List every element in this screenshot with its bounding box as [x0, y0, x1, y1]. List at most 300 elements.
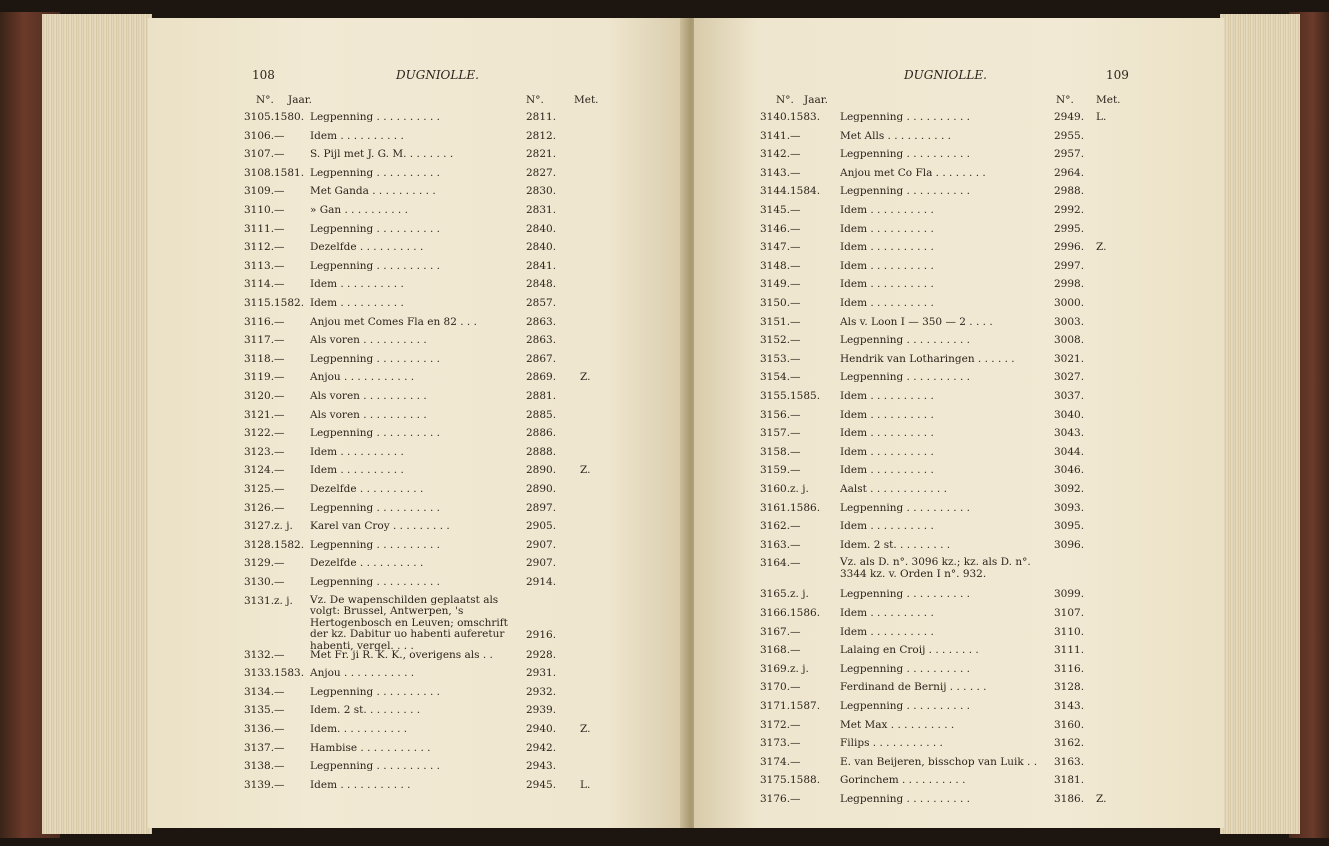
entry-description: Hendrik van Lotharingen . . . . . .	[840, 352, 1015, 365]
entry-number: 3108.	[244, 166, 275, 179]
entry-reference: 2998.	[1054, 278, 1085, 291]
entry-reference: 2949.	[1054, 111, 1085, 123]
entry-description: Filips . . . . . . . . . . .	[840, 737, 943, 750]
entry-year: —	[274, 241, 285, 254]
entry-number: 3173.	[760, 737, 791, 750]
entry-year: —	[790, 259, 801, 272]
entry-description: Legpenning . . . . . . . . . .	[840, 662, 970, 675]
entry-description: Als voren . . . . . . . . . .	[310, 390, 427, 402]
entry-year: —	[790, 222, 801, 235]
entry-description: Met Max . . . . . . . . . .	[840, 718, 955, 731]
page-number: 108	[252, 68, 275, 82]
entry-year: —	[274, 648, 285, 661]
entry-description: Legpenning . . . . . . . . . .	[310, 685, 440, 698]
entry-description: Legpenning . . . . . . . . . .	[840, 334, 970, 347]
entry-number: 3161.	[760, 501, 791, 514]
entry-number: 3137.	[244, 741, 275, 754]
entry-year: 1585.	[790, 390, 821, 402]
entry-number: 3163.	[760, 538, 791, 551]
entry-description: Legpenning . . . . . . . . . .	[310, 576, 440, 588]
entry-year: —	[790, 371, 801, 384]
entry-year: —	[790, 755, 801, 768]
entry-number: 3168.	[760, 644, 791, 657]
running-head: DUGNIOLLE.	[396, 68, 479, 82]
entry-year: —	[790, 445, 801, 458]
entry-reference: 3021.	[1054, 352, 1085, 365]
entry-description: Idem . . . . . . . . . .	[840, 464, 934, 477]
entry-year: —	[790, 129, 801, 142]
entry-description: Als v. Loon I — 350 — 2 . . . .	[840, 315, 993, 328]
entry-reference: 3092.	[1054, 483, 1085, 495]
entry-description: Anjou . . . . . . . . . . .	[310, 667, 415, 680]
entry-reference: 2931.	[526, 667, 557, 680]
entry-description: Legpenning . . . . . . . . . .	[310, 538, 440, 551]
entry-number: 3149.	[760, 278, 791, 291]
entry-reference: 2863.	[526, 334, 557, 347]
entry-number: 3114.	[244, 278, 275, 291]
entry-year: —	[790, 464, 801, 477]
entry-description: Dezelfde . . . . . . . . . .	[310, 241, 424, 254]
entry-reference: 2907.	[526, 538, 557, 551]
entry-year: —	[790, 644, 801, 657]
entry-description: Legpenning . . . . . . . . . .	[310, 427, 440, 440]
entry-year: 1581.	[274, 166, 305, 179]
entry-description: Aalst . . . . . . . . . . . .	[840, 483, 947, 495]
entry-reference: 3181.	[1054, 774, 1085, 787]
entry-number: 3164.	[760, 557, 791, 570]
entry-description: Dezelfde . . . . . . . . . .	[310, 483, 424, 495]
entry-year: —	[274, 464, 285, 477]
entry-year: —	[274, 185, 285, 198]
entry-number: 3120.	[244, 390, 275, 402]
entry-description: Idem . . . . . . . . . .	[840, 625, 934, 638]
entry-number: 3172.	[760, 718, 791, 731]
entry-year: —	[274, 129, 285, 142]
entry-year: —	[274, 278, 285, 291]
entry-reference: 3186.	[1054, 793, 1085, 805]
entry-description: Legpenning . . . . . . . . . .	[840, 111, 970, 123]
entry-year: —	[274, 222, 285, 235]
entry-year: 1586.	[790, 501, 821, 514]
entry-reference: 2928.	[526, 648, 557, 661]
entry-reference: 3128.	[1054, 681, 1085, 694]
entry-reference: 2905.	[526, 520, 557, 533]
entry-year: —	[274, 557, 285, 570]
entry-number: 3145.	[760, 204, 791, 216]
entry-reference: 2890.	[526, 464, 557, 477]
entry-reference: 2863.	[526, 315, 557, 328]
entry-description: Idem. 2 st. . . . . . . . .	[310, 704, 421, 717]
entry-metal: Z.	[1096, 241, 1107, 254]
entry-metal: Z.	[580, 464, 591, 477]
entry-number: 3132.	[244, 648, 275, 661]
entry-year: 1587.	[790, 700, 821, 712]
entry-reference: 2943.	[526, 760, 557, 773]
entry-number: 3167.	[760, 625, 791, 638]
entry-year: z. j.	[790, 588, 809, 601]
entry-number: 3148.	[760, 259, 791, 272]
entry-year: —	[790, 625, 801, 638]
entry-description: Idem. . . . . . . . . . .	[310, 723, 408, 735]
entry-description: S. Pijl met J. G. M. . . . . . . .	[310, 148, 454, 161]
entry-number: 3109.	[244, 185, 275, 198]
entry-description: » Gan . . . . . . . . . .	[310, 204, 408, 216]
entry-year: —	[274, 315, 285, 328]
entry-year: 1580.	[274, 111, 305, 123]
column-header-year: Jaar.	[288, 94, 312, 106]
entry-number: 3174.	[760, 755, 791, 768]
entry-description: Legpenning . . . . . . . . . .	[840, 501, 970, 514]
entry-description: Gorinchem . . . . . . . . . .	[840, 774, 966, 787]
entry-year: —	[790, 166, 801, 179]
entry-year: —	[274, 259, 285, 272]
entry-description: Hambise . . . . . . . . . . .	[310, 741, 431, 754]
entry-number: 3134.	[244, 685, 275, 698]
entry-description: Met Alls . . . . . . . . . .	[840, 129, 951, 142]
entry-year: —	[790, 408, 801, 421]
entry-number: 3130.	[244, 576, 275, 588]
entry-number: 3128.	[244, 538, 275, 551]
entry-number: 3138.	[244, 760, 275, 773]
entry-year: —	[274, 371, 285, 384]
entry-reference: 2857.	[526, 297, 557, 309]
entry-reference: 2995.	[1054, 222, 1085, 235]
column-header-reference: N°.	[526, 94, 544, 106]
entry-reference: 2827.	[526, 166, 557, 179]
entry-description: Idem . . . . . . . . . .	[840, 222, 934, 235]
entry-reference: 2939.	[526, 704, 557, 717]
entry-description: Ferdinand de Bernij . . . . . .	[840, 681, 987, 694]
left-page	[148, 18, 688, 828]
entry-year: 1588.	[790, 774, 821, 787]
entry-number: 3162.	[760, 520, 791, 533]
entry-number: 3146.	[760, 222, 791, 235]
entry-reference: 2841.	[526, 259, 557, 272]
entry-description: Idem . . . . . . . . . .	[310, 297, 404, 309]
column-header-number: N°.	[776, 94, 794, 106]
entry-reference: 2840.	[526, 241, 557, 254]
entry-description: Legpenning . . . . . . . . . .	[310, 501, 440, 514]
entry-year: —	[274, 741, 285, 754]
entry-description: Als voren . . . . . . . . . .	[310, 408, 427, 421]
page-edges-left	[42, 14, 152, 834]
column-header-metal: Met.	[1096, 94, 1121, 106]
entry-year: —	[790, 352, 801, 365]
entry-description: Idem . . . . . . . . . .	[840, 259, 934, 272]
entry-reference: 3095.	[1054, 520, 1085, 533]
entry-number: 3127.	[244, 520, 275, 533]
entry-year: —	[274, 704, 285, 717]
entry-year: —	[274, 501, 285, 514]
entry-year: —	[274, 723, 285, 735]
entry-reference: 2996.	[1054, 241, 1085, 254]
entry-description: Legpenning . . . . . . . . . .	[840, 371, 970, 384]
entry-reference: 2940.	[526, 723, 557, 735]
entry-reference: 2812.	[526, 129, 557, 142]
entry-number: 3123.	[244, 445, 275, 458]
entry-reference: 2964.	[1054, 166, 1085, 179]
entry-reference: 3043.	[1054, 427, 1085, 440]
entry-year: 1586.	[790, 607, 821, 619]
entry-reference: 3099.	[1054, 588, 1085, 601]
entry-number: 3159.	[760, 464, 791, 477]
entry-description: Idem . . . . . . . . . .	[840, 427, 934, 440]
entry-reference: 2988.	[1054, 185, 1085, 198]
entry-year: —	[790, 737, 801, 750]
entry-number: 3110.	[244, 204, 275, 216]
entry-reference: 3046.	[1054, 464, 1085, 477]
entry-description: Legpenning . . . . . . . . . .	[310, 352, 440, 365]
entry-year: 1582.	[274, 538, 305, 551]
entry-year: 1582.	[274, 297, 305, 309]
entry-description: Legpenning . . . . . . . . . .	[840, 793, 970, 805]
entry-year: —	[790, 148, 801, 161]
entry-year: —	[790, 278, 801, 291]
entry-description: Idem . . . . . . . . . .	[310, 278, 404, 291]
entry-year: —	[790, 297, 801, 309]
entry-number: 3135.	[244, 704, 275, 717]
entry-reference: 3040.	[1054, 408, 1085, 421]
right-page	[694, 18, 1224, 828]
entry-number: 3119.	[244, 371, 275, 384]
entry-number: 3111.	[244, 222, 275, 235]
entry-description: Legpenning . . . . . . . . . .	[310, 259, 440, 272]
entry-description: Idem . . . . . . . . . .	[840, 520, 934, 533]
entry-year: —	[274, 445, 285, 458]
entry-number: 3147.	[760, 241, 791, 254]
entry-description: Anjou met Comes Fla en 82 . . .	[310, 315, 477, 328]
entry-description: Met Ganda . . . . . . . . . .	[310, 185, 436, 198]
entry-year: —	[274, 204, 285, 216]
entry-number: 3115.	[244, 297, 275, 309]
entry-description: Legpenning . . . . . . . . . .	[840, 588, 970, 601]
entry-number: 3117.	[244, 334, 275, 347]
entry-reference: 3111.	[1054, 644, 1085, 657]
entry-number: 3175.	[760, 774, 791, 787]
entry-description: Als voren . . . . . . . . . .	[310, 334, 427, 347]
entry-number: 3170.	[760, 681, 791, 694]
entry-description: Idem . . . . . . . . . .	[310, 129, 404, 142]
running-head: DUGNIOLLE.	[904, 68, 987, 82]
entry-number: 3106.	[244, 129, 275, 142]
entry-description: Dezelfde . . . . . . . . . .	[310, 557, 424, 570]
entry-reference: 2831.	[526, 204, 557, 216]
entry-reference: 2811.	[526, 111, 557, 123]
entry-number: 3153.	[760, 352, 791, 365]
entry-description: Anjou met Co Fla . . . . . . . .	[840, 166, 986, 179]
entry-number: 3133.	[244, 667, 275, 680]
entry-reference: 2890.	[526, 483, 557, 495]
entry-metal: Z.	[580, 723, 591, 735]
entry-metal: L.	[580, 778, 591, 791]
entry-metal: L.	[1096, 111, 1107, 123]
entry-number: 3155.	[760, 390, 791, 402]
entry-year: —	[790, 315, 801, 328]
entry-number: 3150.	[760, 297, 791, 309]
entry-description: Vz. De wapenschilden geplaatst als volgt: Brussel, Antwerpen, 's Hertogenbosch en Leuven; omschrift der kz. Dabitur uo habenti auferetur habenti, vergel. . . .	[310, 593, 508, 652]
entry-number: 3165.	[760, 588, 791, 601]
entry-description: Legpenning . . . . . . . . . .	[310, 222, 440, 235]
entry-reference: 2821.	[526, 148, 557, 161]
entry-number: 3176.	[760, 793, 791, 805]
entry-number: 3140.	[760, 111, 791, 123]
entry-number: 3129.	[244, 557, 275, 570]
entry-number: 3152.	[760, 334, 791, 347]
entry-description: Legpenning . . . . . . . . . .	[310, 760, 440, 773]
entry-number: 3169.	[760, 662, 791, 675]
entry-year: —	[274, 483, 285, 495]
entry-number: 3131.	[244, 594, 275, 607]
entry-reference: 2907.	[526, 557, 557, 570]
entry-description: Idem . . . . . . . . . .	[310, 464, 404, 477]
entry-description: Idem . . . . . . . . . .	[840, 241, 934, 254]
entry-reference: 3110.	[1054, 625, 1085, 638]
entry-number: 3143.	[760, 166, 791, 179]
entry-number: 3166.	[760, 607, 791, 619]
entry-number: 3160.	[760, 483, 791, 495]
entry-number: 3144.	[760, 185, 791, 198]
entry-reference: 2867.	[526, 352, 557, 365]
entry-reference: 2992.	[1054, 204, 1085, 216]
entry-description: Idem . . . . . . . . . . .	[310, 778, 411, 791]
entry-description: Idem . . . . . . . . . .	[840, 297, 934, 309]
entry-reference: 2888.	[526, 445, 557, 458]
entry-reference: 2885.	[526, 408, 557, 421]
entry-year: —	[790, 793, 801, 805]
entry-year: —	[790, 718, 801, 731]
entry-reference: 2840.	[526, 222, 557, 235]
entry-year: —	[790, 427, 801, 440]
entry-number: 3141.	[760, 129, 791, 142]
entry-number: 3105.	[244, 111, 275, 123]
entry-year: z. j.	[790, 662, 809, 675]
entry-reference: 2932.	[526, 685, 557, 698]
entry-description: Karel van Croy . . . . . . . . .	[310, 520, 450, 533]
entry-year: —	[274, 576, 285, 588]
entry-reference: 2869.	[526, 371, 557, 384]
entry-reference: 2997.	[1054, 259, 1085, 272]
entry-reference: 3107.	[1054, 607, 1085, 619]
entry-description: Idem. 2 st. . . . . . . . .	[840, 538, 951, 551]
entry-description: Legpenning . . . . . . . . . .	[840, 700, 970, 712]
entry-number: 3154.	[760, 371, 791, 384]
entry-reference: 2945.	[526, 778, 557, 791]
entry-year: —	[274, 778, 285, 791]
page-number: 109	[1106, 68, 1129, 82]
entry-number: 3122.	[244, 427, 275, 440]
entry-year: z. j.	[274, 520, 293, 533]
entry-reference: 2848.	[526, 278, 557, 291]
entry-reference: 3037.	[1054, 390, 1085, 402]
column-header-metal: Met.	[574, 94, 599, 106]
entry-number: 3126.	[244, 501, 275, 514]
column-header-reference: N°.	[1056, 94, 1074, 106]
entry-number: 3125.	[244, 483, 275, 495]
entry-year: —	[274, 408, 285, 421]
entry-year: —	[274, 390, 285, 402]
entry-reference: 3096.	[1054, 538, 1085, 551]
entry-description: Anjou . . . . . . . . . . .	[310, 371, 415, 384]
entry-description: Idem . . . . . . . . . .	[840, 390, 934, 402]
entry-number: 3158.	[760, 445, 791, 458]
entry-description: Idem . . . . . . . . . .	[840, 278, 934, 291]
entry-number: 3157.	[760, 427, 791, 440]
entry-year: —	[274, 334, 285, 347]
entry-number: 3156.	[760, 408, 791, 421]
entry-year: z. j.	[274, 594, 293, 607]
entry-year: 1584.	[790, 185, 821, 198]
entry-reference: 3008.	[1054, 334, 1085, 347]
entry-number: 3151.	[760, 315, 791, 328]
entry-year: —	[274, 760, 285, 773]
column-header-year: Jaar.	[804, 94, 828, 106]
entry-number: 3136.	[244, 723, 275, 735]
entry-reference: 3163.	[1054, 755, 1085, 768]
entry-reference: 2830.	[526, 185, 557, 198]
entry-description: E. van Beijeren, bisschop van Luik . .	[840, 755, 1038, 768]
entry-description: Lalaing en Croij . . . . . . . .	[840, 644, 979, 657]
entry-metal: Z.	[580, 371, 591, 384]
entry-number: 3139.	[244, 778, 275, 791]
entry-reference: 3027.	[1054, 371, 1085, 384]
page-edges-right	[1220, 14, 1300, 834]
entry-description: Legpenning . . . . . . . . . .	[840, 148, 970, 161]
entry-year: 1583.	[274, 667, 305, 680]
entry-year: —	[790, 557, 801, 570]
entry-description: Idem . . . . . . . . . .	[840, 204, 934, 216]
entry-year: —	[790, 204, 801, 216]
entry-reference: 2914.	[526, 576, 557, 588]
entry-number: 3112.	[244, 241, 275, 254]
entry-description: Legpenning . . . . . . . . . .	[840, 185, 970, 198]
entry-reference: 3044.	[1054, 445, 1085, 458]
entry-reference: 2886.	[526, 427, 557, 440]
entry-description: Legpenning . . . . . . . . . .	[310, 166, 440, 179]
entry-year: —	[790, 520, 801, 533]
entry-number: 3142.	[760, 148, 791, 161]
entry-year: —	[790, 681, 801, 694]
entry-number: 3124.	[244, 464, 275, 477]
entry-reference: 2897.	[526, 501, 557, 514]
entry-description: Met Fr. ji R. K. K., overigens als . .	[310, 648, 493, 661]
column-header-number: N°.	[256, 94, 274, 106]
entry-number: 3171.	[760, 700, 791, 712]
entry-reference: 2916.	[526, 629, 557, 642]
entry-reference: 3093.	[1054, 501, 1085, 514]
entry-reference: 3162.	[1054, 737, 1085, 750]
entry-reference: 3000.	[1054, 297, 1085, 309]
entry-reference: 2881.	[526, 390, 557, 402]
entry-year: —	[274, 685, 285, 698]
entry-description: Legpenning . . . . . . . . . .	[310, 111, 440, 123]
entry-description: Idem . . . . . . . . . .	[840, 445, 934, 458]
entry-year: —	[790, 334, 801, 347]
entry-number: 3113.	[244, 259, 275, 272]
entry-year: —	[274, 427, 285, 440]
entry-reference: 2957.	[1054, 148, 1085, 161]
entry-reference: 3160.	[1054, 718, 1085, 731]
entry-year: 1583.	[790, 111, 821, 123]
entry-description: Idem . . . . . . . . . .	[310, 445, 404, 458]
entry-year: —	[274, 148, 285, 161]
entry-number: 3107.	[244, 148, 275, 161]
entry-description: Idem . . . . . . . . . .	[840, 408, 934, 421]
entry-number: 3116.	[244, 315, 275, 328]
entry-number: 3118.	[244, 352, 275, 365]
entry-number: 3121.	[244, 408, 275, 421]
entry-reference: 2955.	[1054, 129, 1085, 142]
entry-year: —	[790, 538, 801, 551]
